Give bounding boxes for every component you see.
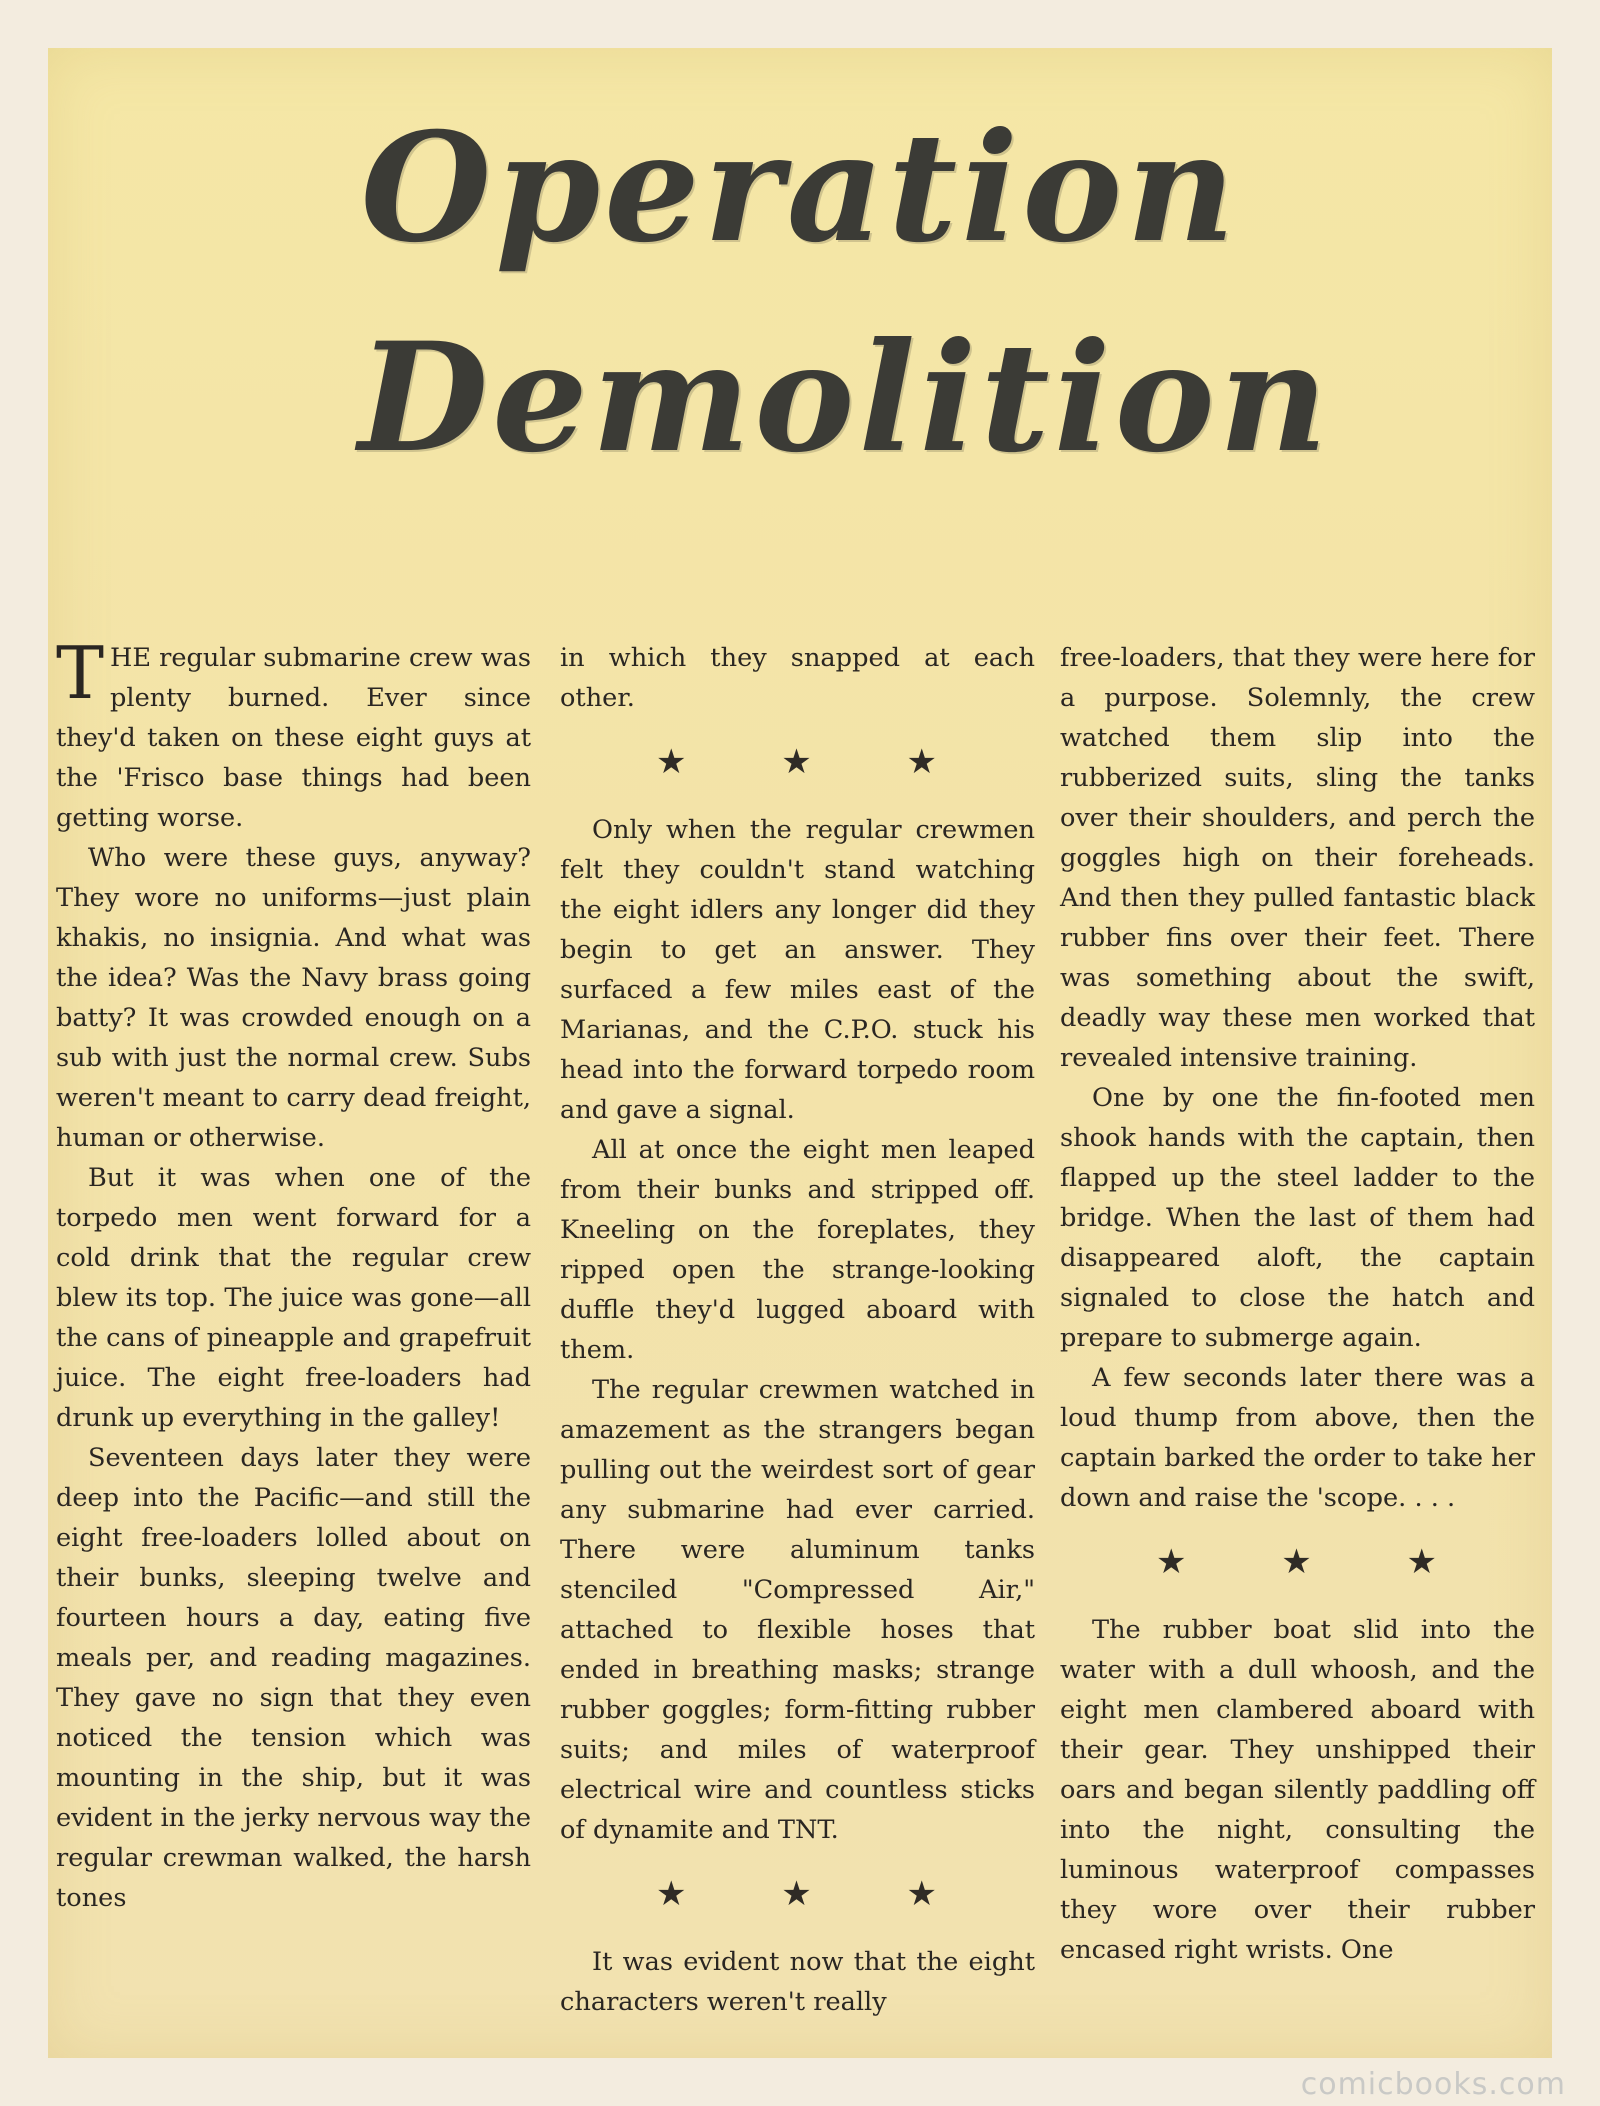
section-break-stars: ★ ★ ★: [655, 1874, 980, 1914]
drop-cap: T: [56, 631, 105, 715]
paragraph: A few seconds later there was a loud thump from above, then the captain barked the order to take her down and raise the 'scope. . . .: [1060, 1363, 1535, 1513]
paragraph: All at once the eight men leaped from their bunks and stripped off. Kneeling on the foreplates, they ripped open the strange-looking duffle they'd lugged aboard with them.: [560, 1135, 1035, 1365]
section-break-stars: ★ ★ ★: [655, 742, 980, 782]
section-break-stars: ★ ★ ★: [1155, 1542, 1480, 1582]
text-column-2: [560, 638, 1035, 2022]
paragraph: One by one the fin-footed men shook hands with the captain, then flapped up the steel ladder to the bridge. When the last of them had disappeared aloft, the captain signaled to close the hatch and prepare to submerge again.: [1060, 1083, 1535, 1353]
paragraph: in which they snapped at each other.: [560, 643, 1035, 713]
paragraph: Only when the regular crewmen felt they couldn't stand watching the eight idlers any longer did they begin to get an answer. They surfaced a few miles east of the Marianas, and the C.P.O. stuck his head into the forward torpedo room and gave a signal.: [560, 815, 1035, 1125]
paragraph: The rubber boat slid into the water with a dull whoosh, and the eight men clambered aboard with their gear. They unshipped their oars and began silently paddling off into the night, consulting the luminous waterproof compasses they wore over their rubber encased right wrists. One: [1060, 1615, 1535, 1965]
paragraph: The regular crewmen watched in amazement as the strangers began pulling out the weirdest sort of gear any submarine had ever carried. There were aluminum tanks stenciled "Compressed Air," attached to flexible hoses that ended in breathing masks; strange rubber goggles; form-fitting rubber suits; and miles of waterproof electrical wire and countless sticks of dynamite and TNT.: [560, 1375, 1035, 1845]
story-page: [48, 48, 1552, 2058]
paragraph: [56, 631, 532, 838]
site-watermark: comicbooks.com: [1300, 2067, 1566, 2102]
text-column-3: [1060, 638, 1535, 1970]
paragraph: Seventeen days later they were deep into the Pacific—and still the eight free-loaders lolled about on their bunks, sleeping twelve and fourteen hours a day, eating five meals per, and reading magazines. They gave no sign that they even noticed the tension which was mounting in the ship, but it was evident in the jerky nervous way the regular crewman walked, the harsh tones: [56, 1443, 531, 1913]
story-title-line1: Operation: [360, 100, 1240, 276]
paragraph-text: HE regular submarine crew was plenty burned. Ever since they'd taken on these eight guys at the 'Frisco base things had been getting worse.: [56, 643, 532, 833]
paragraph: It was evident now that the eight characters weren't really: [560, 1947, 1035, 2017]
text-column-1: [56, 631, 532, 1918]
paragraph: But it was when one of the torpedo men went forward for a cold drink that the regular crew blew its top. The juice was gone—all the cans of pineapple and grapefruit juice. The eight free-loaders had drunk up everything in the galley!: [56, 1163, 531, 1433]
paragraph: Who were these guys, anyway? They wore no uniforms—just plain khakis, no insignia. And what was the idea? Was the Navy brass going batty? It was crowded enough on a sub with just the normal crew. Subs weren't meant to carry dead freight, human or otherwise.: [56, 843, 531, 1153]
paragraph: free-loaders, that they were here for a purpose. Solemnly, the crew watched them slip into the rubberized suits, sling the tanks over their shoulders, and perch the goggles high on their foreheads. And then they pulled fantastic black rubber fins over their feet. There was something about the swift, deadly way these men worked that revealed intensive training.: [1060, 643, 1535, 1073]
story-title-line2: Demolition: [358, 310, 1332, 486]
